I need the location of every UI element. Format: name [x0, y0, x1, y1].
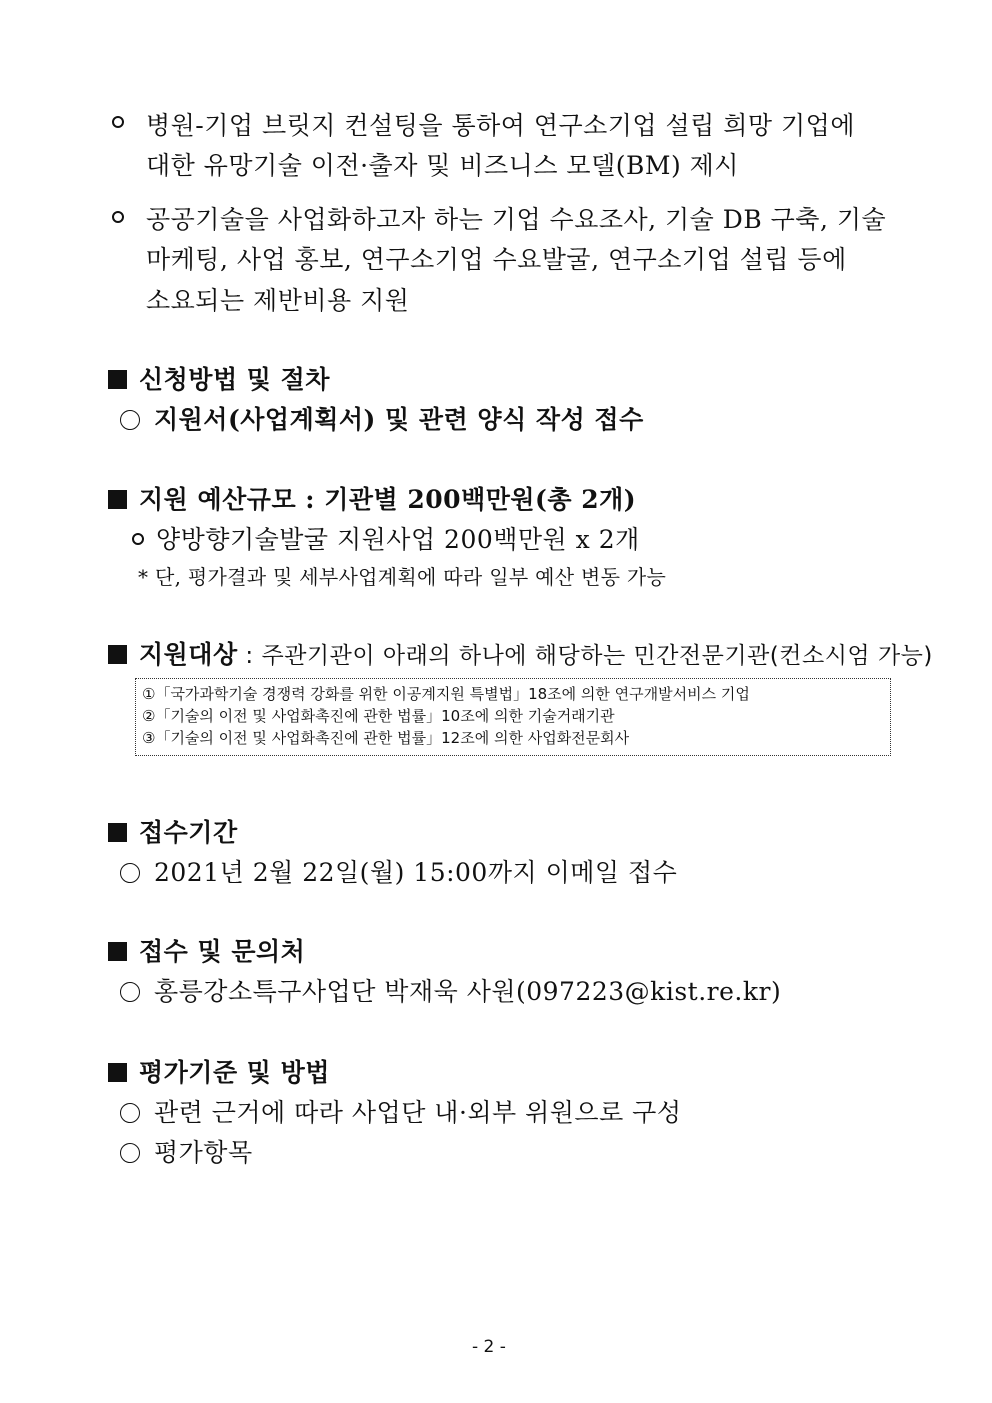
apply-item — [120, 400, 644, 436]
section-heading-contact — [108, 932, 305, 968]
eligibility-line-2: ②「기술의 이전 및 사업화촉진에 관한 법률」10조에 의한 기술거래기관 — [142, 707, 615, 725]
section-heading-period-text: 접수기간 — [139, 818, 238, 847]
budget-item — [132, 520, 640, 556]
section-heading-period — [108, 813, 238, 849]
intro-bullet-2-line-2: 마케팅, 사업 홍보, 연구소기업 수요발굴, 연구소기업 설립 등에 — [146, 245, 847, 274]
section-heading-apply — [108, 360, 330, 396]
square-bullet-icon — [108, 490, 127, 509]
section-heading-evaluation — [108, 1053, 330, 1089]
intro-bullet-1-line-2: 대한 유망기술 이전·출자 및 비즈니스 모델(BM) 제시 — [146, 151, 739, 180]
evaluation-item-1 — [120, 1093, 681, 1129]
section-heading-target — [108, 635, 933, 671]
budget-note: * 단, 평가결과 및 세부사업계획에 따라 일부 예산 변동 가능 — [138, 565, 667, 589]
period-item — [120, 853, 677, 889]
evaluation-item-1-text: 관련 근거에 따라 사업단 내·외부 위원으로 구성 — [154, 1098, 682, 1127]
section-heading-target-rest: : 주관기관이 아래의 하나에 해당하는 민간전문기관(컨소시엄 가능) — [237, 643, 933, 669]
circle-bullet-icon — [120, 982, 140, 1002]
circle-bullet-icon — [120, 1103, 140, 1123]
intro-bullet-2-line-3: 소요되는 제반비용 지원 — [146, 286, 410, 315]
square-bullet-icon — [108, 823, 127, 842]
circle-bullet-icon — [120, 1143, 140, 1163]
square-bullet-icon — [108, 370, 127, 389]
section-heading-contact-text: 접수 및 문의처 — [139, 937, 306, 966]
circle-bullet-icon — [120, 863, 140, 883]
square-bullet-icon — [108, 1063, 127, 1082]
section-heading-budget — [108, 480, 636, 516]
contact-item-text: 홍릉강소특구사업단 박재욱 사원(097223@kist.re.kr) — [154, 977, 782, 1006]
square-bullet-icon — [108, 942, 127, 961]
eligibility-box — [135, 678, 891, 756]
section-heading-budget-text: 지원 예산규모 : 기관별 200백만원(총 2개) — [139, 485, 637, 514]
budget-item-text: 양방향기술발굴 지원사업 200백만원 x 2개 — [156, 525, 640, 554]
section-heading-target-bold: 지원대상 — [139, 640, 238, 669]
small-circle-bullet-icon — [132, 533, 144, 545]
contact-item — [120, 972, 781, 1008]
square-bullet-icon — [108, 645, 127, 664]
evaluation-item-2-text: 평가항목 — [154, 1138, 253, 1167]
eligibility-line-3: ③「기술의 이전 및 사업화촉진에 관한 법률」12조에 의한 사업화전문회사 — [142, 729, 630, 747]
section-heading-apply-text: 신청방법 및 절차 — [139, 365, 330, 394]
evaluation-item-2 — [120, 1133, 253, 1169]
circle-bullet-icon — [120, 410, 140, 430]
intro-bullet-marker-2 — [112, 203, 124, 232]
page-number: - 2 - — [472, 1337, 506, 1357]
period-item-text: 2021년 2월 22일(월) 15:00까지 이메일 접수 — [154, 858, 678, 887]
intro-bullet-1-line-1: 병원-기업 브릿지 컨설팅을 통하여 연구소기업 설립 희망 기업에 — [146, 111, 855, 140]
apply-item-text: 지원서(사업계획서) 및 관련 양식 작성 접수 — [154, 405, 644, 434]
intro-bullet-marker-1 — [112, 108, 124, 137]
section-heading-evaluation-text: 평가기준 및 방법 — [139, 1058, 330, 1087]
eligibility-line-1: ①「국가과학기술 경쟁력 강화를 위한 이공계지원 특별법」18조에 의한 연구개발서비스 기업 — [142, 685, 750, 703]
intro-bullet-2-line-1: 공공기술을 사업화하고자 하는 기업 수요조사, 기술 DB 구축, 기술 — [146, 205, 887, 234]
